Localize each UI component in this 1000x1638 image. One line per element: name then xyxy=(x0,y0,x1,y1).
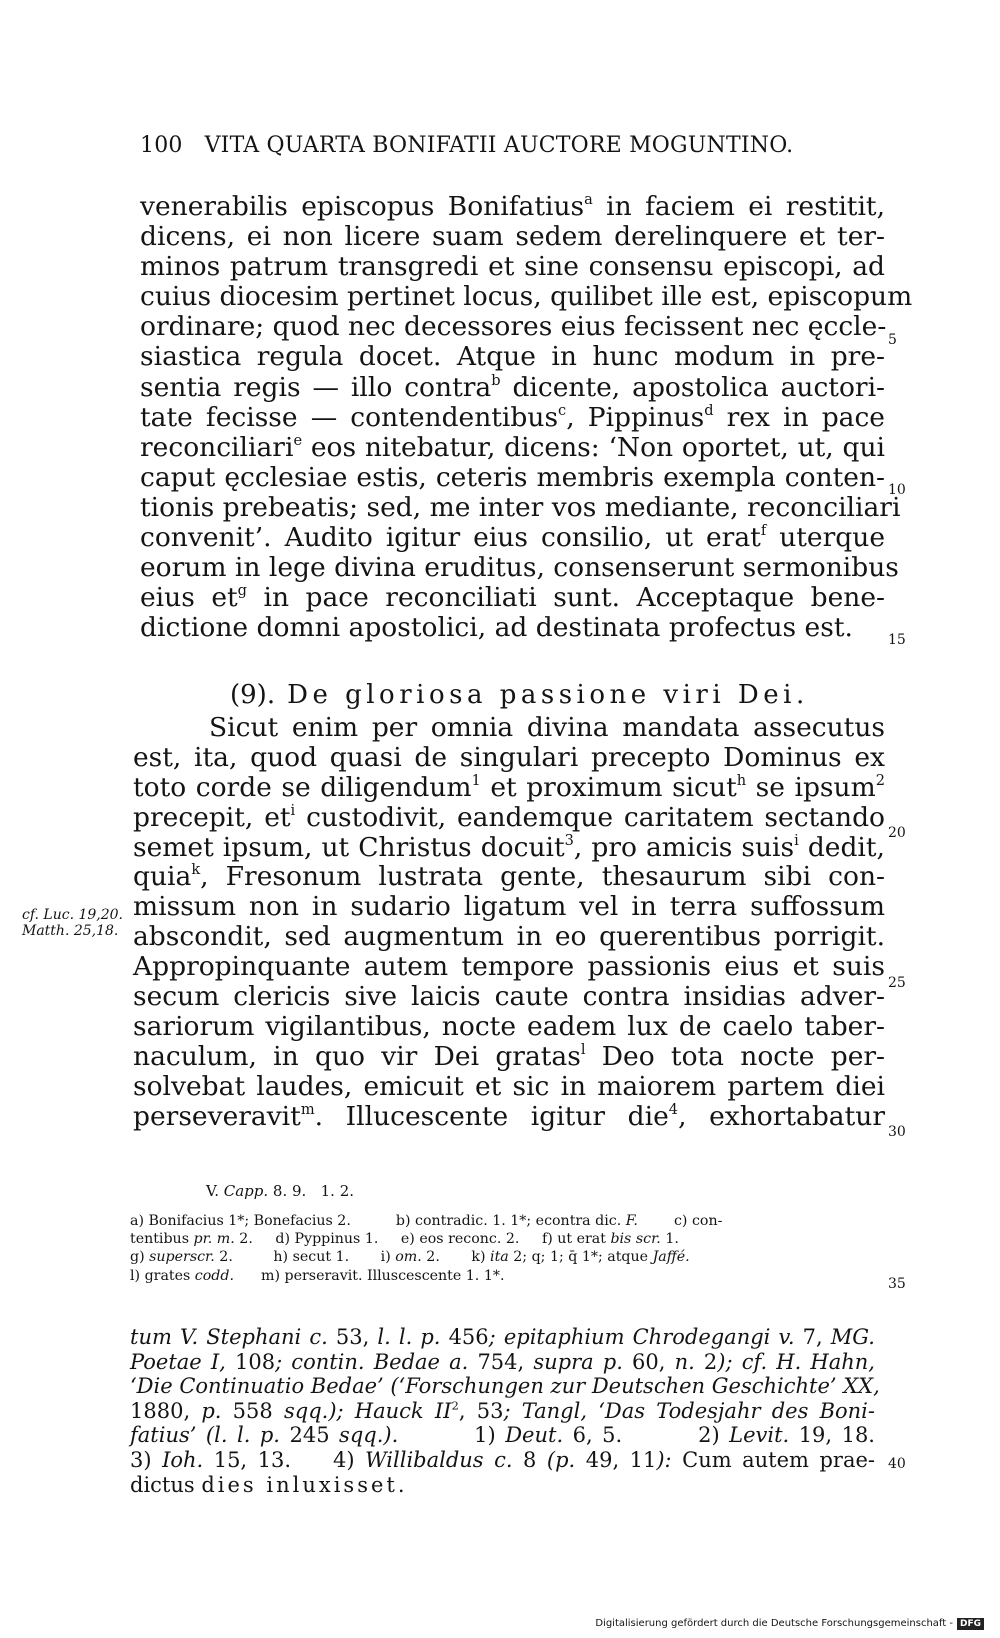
text-line: eorum in lege divina eruditus, consenserunt sermonibus xyxy=(140,552,899,584)
text-line: semet ipsum, ut Christus docuit$^3$, pro amicis suis$^i$ dedit, xyxy=(133,831,885,863)
section-number: (9). xyxy=(230,680,276,710)
manuscript-sigla: V. Capp. 8. 9. 1. 2. xyxy=(206,1182,355,1200)
footnote-line: Poetae I, 108; contin. Bedae a. 754, supra p. 60, n. 2); cf. H. Hahn, xyxy=(130,1349,875,1374)
line-number: 20 xyxy=(888,825,906,841)
apparatus-line: a) Bonifacius 1*; Bonefacius 2. b) contradic. 1. 1*; econtra dic. F. c) con- xyxy=(130,1213,723,1229)
text-line: siastica regula docet. Atque in hunc modum in pre- xyxy=(140,341,885,373)
line-number: 35 xyxy=(888,1276,906,1292)
text-line: abscondit, sed augmentum in eo querentibus porrigit. xyxy=(133,921,885,953)
line-number: 15 xyxy=(888,632,906,648)
text-line: venerabilis episcopus Bonifatius$^a$ in faciem ei restitit, xyxy=(140,191,885,222)
main-text-paragraph-2 xyxy=(133,713,885,1131)
text-line: dictione domni apostolici, ad destinata profectus est. xyxy=(140,612,853,644)
text-line: naculum, in quo vir Dei gratas$^l$ Deo tota nocte per- xyxy=(133,1040,886,1072)
apparatus-line: g) superscr. 2. h) secut 1. i) om. 2. k) ita 2; q; 1; q̄ 1*; atque Jaffé. xyxy=(130,1249,690,1266)
footnotes xyxy=(130,1325,880,1497)
margin-reference-line: Matth. 25,18. xyxy=(22,923,119,939)
section-title: De gloriosa passione viri Dei. xyxy=(287,680,809,710)
running-header xyxy=(140,133,860,158)
text-line: Appropinquante autem tempore passionis eius et suis xyxy=(133,951,885,983)
text-line: dicens, ei non licere suam sedem derelinquere et ter- xyxy=(140,221,885,253)
text-line: cuius diocesim pertinet locus, quilibet ille est, episcopum xyxy=(140,281,913,313)
apparatus-line: tentibus pr. m. 2. d) Pyppinus 1. e) eos reconc. 2. f) ut erat bis scr. 1. xyxy=(130,1231,679,1248)
footnote-line: dictus dies inluxisset. xyxy=(130,1472,405,1497)
apparatus-line: l) grates codd. m) perseravit. Illuscescente 1. 1*. xyxy=(130,1267,505,1284)
text-line: missum non in sudario ligatum vel in terra suffossum xyxy=(133,891,885,923)
line-number: 30 xyxy=(888,1124,906,1140)
text-line: sentia regis — illo contra$^b$ dicente, apostolica auctori- xyxy=(140,371,885,403)
running-title: VITA QUARTA BONIFATII AUCTORE MOGUNTINO. xyxy=(204,133,794,158)
text-line: secum clericis sive laicis caute contra insidias adver- xyxy=(133,981,885,1013)
critical-apparatus xyxy=(130,1212,875,1285)
text-line: convenit’. Audito igitur eius consilio, ut erat$^f$ uterque xyxy=(140,522,885,554)
footnote-line: fatius’ (l. l. p. 245 sqq.). 1) Deut. 6, 5. 2) Levit. 19, 18. xyxy=(130,1423,875,1448)
credit-text: Digitalisierung gefördert durch die Deutsche Forschungsgemeinschaft - xyxy=(595,1618,953,1629)
text-line: sariorum vigilantibus, nocte eadem lux de caelo taber- xyxy=(133,1010,885,1042)
text-line: solvebat laudes, emicuit et sic in maiorem partem diei xyxy=(133,1070,885,1102)
dfg-logo: DFG xyxy=(957,1618,984,1630)
margin-reference xyxy=(22,907,123,939)
text-line: precepit, $et^i$ custodivit, eandemque caritatem sectando xyxy=(133,801,885,833)
text-line: ordinare; quod nec decessores eius fecissent nec ęccle- xyxy=(140,311,887,343)
footnote-line: 1880, p. 558 sqq.); Hauck $II^2$, 53; Tangl, ‘Das Todesjahr des Boni- xyxy=(130,1398,875,1423)
footnote-line: tum V. Stephani c. 53, l. l. p. 456; epitaphium Chrodegangi v. 7, MG. xyxy=(130,1325,875,1349)
line-number: 25 xyxy=(888,975,906,991)
text-line: minos patrum transgredi et sine consensu episcopi, ad xyxy=(140,251,885,283)
text-line: eius $et^g$ in pace reconciliati sunt. Acceptaque bene- xyxy=(140,582,885,614)
section-heading xyxy=(230,680,809,710)
digitization-credit xyxy=(595,1618,984,1630)
line-number: 10 xyxy=(888,482,906,498)
line-number: 5 xyxy=(888,332,897,348)
text-line: Sicut enim per omnia divina mandata assecutus xyxy=(209,712,885,743)
footnote-line: ‘Die Continuatio Bedae’ (‘Forschungen zur Deutschen Geschichte’ XX, xyxy=(130,1374,880,1399)
text-line: tate fecisse — contendentibus$^c$, Pippinus$^d$ rex in pace xyxy=(140,401,885,433)
text-line: caput ęcclesiae estis, ceteris membris exempla conten- xyxy=(140,461,885,493)
text-line: toto corde se diligendum$^1$ et proximum sicut$^h$ se ipsum$^2$ xyxy=(133,771,885,803)
page-number: 100 xyxy=(140,133,183,158)
text-line: tionis prebeatis; sed, me inter vos mediante, reconciliari xyxy=(140,491,901,523)
text-line: reconciliari$^e$ eos nitebatur, dicens: ‘Non oportet, ut, qui xyxy=(140,431,885,463)
line-number: 40 xyxy=(888,1456,906,1472)
text-line: perseveravit$^m$. Illucescente igitur die$^4$, exhortabatur xyxy=(133,1100,885,1132)
footnote-line: 3) Ioh. 15, 13. 4) Willibaldus c. 8 (p. 49, 11): Cum autem prae- xyxy=(130,1447,875,1472)
text-line: quia$^k$, Fresonum lustrata gente, thesaurum sibi con- xyxy=(133,861,885,893)
text-line: est, ita, quod quasi de singulari precepto Dominus ex xyxy=(133,741,885,773)
margin-reference-line: cf. Luc. 19,20. xyxy=(22,907,124,923)
